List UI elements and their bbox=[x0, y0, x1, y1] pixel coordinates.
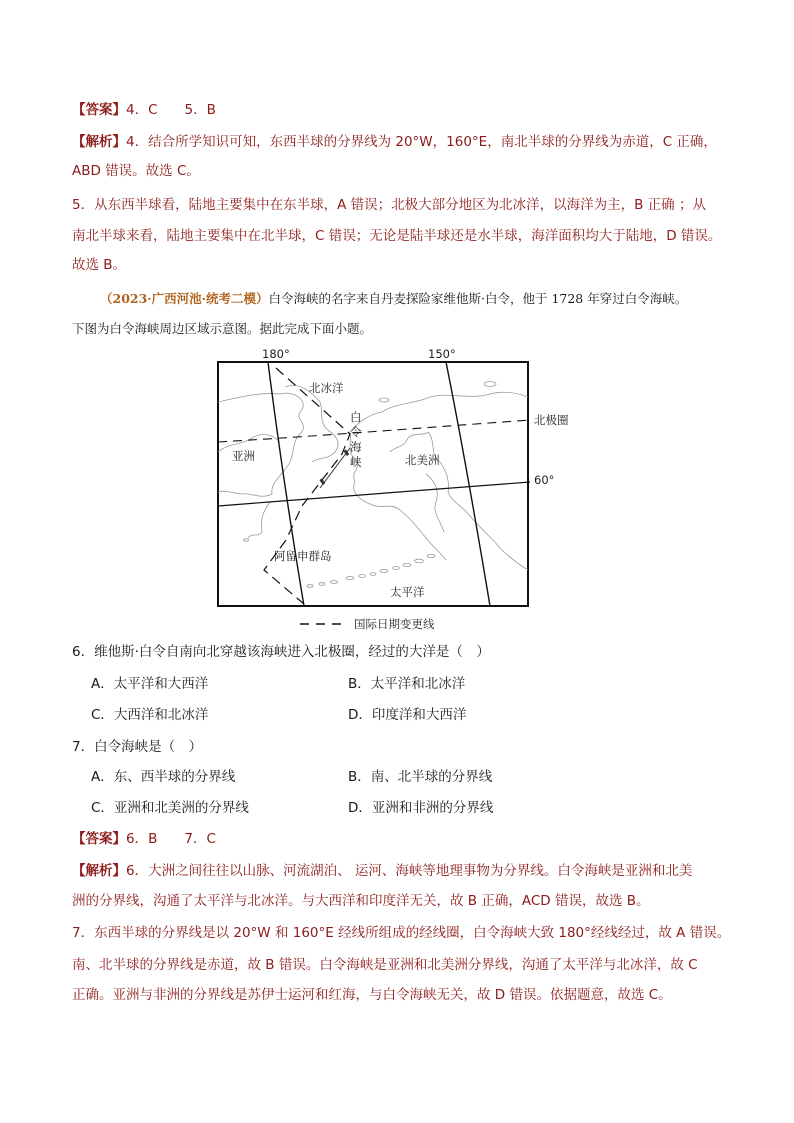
analysis-line: 南北半球来看，陆地主要集中在北半球，C 错误；无论是陆半球还是水半球，海洋面积均大于陆地，D 错误。 bbox=[72, 228, 722, 244]
analysis-tag: 【解析】 bbox=[72, 863, 126, 879]
question-intro-line-1: （2023·广西河池·统考二模）白令海峡的名字来自丹麦探险家维他斯·白令，他于 1728 年穿过白令海峡。 bbox=[100, 291, 688, 306]
q7-option-c[interactable]: C．亚洲和北美洲的分界线 bbox=[91, 800, 249, 816]
question-intro-line-2: 下图为白令海峡周边区域示意图。据此完成下面小题。 bbox=[72, 321, 373, 336]
label-180: 180° bbox=[262, 347, 290, 361]
analysis-line: 洲的分界线，沟通了太平洋与北冰洋。与大西洋和印度洋无关，故 B 正确，ACD 错误，故选 B。 bbox=[72, 893, 650, 909]
q6-option-d[interactable]: D．印度洋和大西洋 bbox=[348, 707, 467, 723]
answer-text: 6．B 7．C bbox=[126, 831, 216, 847]
analysis-line: 【解析】4．结合所学知识可知，东西半球的分界线为 20°W，160°E，南北半球的分界线为赤道，C 正确， bbox=[72, 134, 717, 150]
answer-tag: 【答案】 bbox=[72, 831, 126, 847]
label-arctic-circle: 北极圈 bbox=[534, 413, 569, 427]
analysis-line: 南、北半球的分界线是赤道，故 B 错误。白令海峡是亚洲和北美洲分界线，沟通了太平洋与北冰洋，故 C bbox=[72, 957, 698, 973]
label-strait-2: 令 bbox=[350, 425, 362, 439]
q7-option-b[interactable]: B．南、北半球的分界线 bbox=[348, 769, 493, 785]
label-pacific: 太平洋 bbox=[390, 585, 425, 599]
label-strait-3: 海 bbox=[350, 440, 362, 454]
question-7-stem: 7．白令海峡是（ ） bbox=[72, 739, 203, 755]
label-aleutian: 阿留申群岛 bbox=[274, 549, 332, 563]
answer-text: 4．C 5．B bbox=[126, 102, 216, 118]
answer-line-1 bbox=[72, 100, 722, 120]
label-strait-4: 峡 bbox=[350, 455, 362, 469]
analysis-line: ABD 错误。故选 C。 bbox=[72, 163, 200, 179]
legend-label: 国际日期变更线 bbox=[354, 617, 435, 631]
q7-option-a[interactable]: A．东、西半球的分界线 bbox=[91, 769, 236, 785]
question-6-stem: 6．维他斯·白令自南向北穿越该海峡进入北极圈，经过的大洋是（ ） bbox=[72, 644, 490, 660]
analysis-line: 5．从东西半球看，陆地主要集中在东半球，A 错误；北极大部分地区为北冰洋，以海洋为主，B 正确 ；从 bbox=[72, 197, 706, 213]
label-north-america: 北美洲 bbox=[405, 453, 440, 467]
q6-option-b[interactable]: B．太平洋和北冰洋 bbox=[348, 676, 466, 692]
q6-option-a[interactable]: A．太平洋和大西洋 bbox=[91, 676, 209, 692]
analysis-line: 正确。亚洲与非洲的分界线是苏伊士运河和红海，与白令海峡无关，故 D 错误。依据题意，故选 C。 bbox=[72, 987, 672, 1003]
label-arctic-ocean: 北冰洋 bbox=[309, 381, 344, 395]
question-source: （2023·广西河池·统考二模） bbox=[100, 291, 269, 306]
answer-tag: 【答案】 bbox=[72, 102, 126, 118]
label-150: 150° bbox=[428, 347, 456, 361]
analysis-line: 故选 B。 bbox=[72, 257, 127, 273]
q7-option-d[interactable]: D．亚洲和非洲的分界线 bbox=[348, 800, 494, 816]
analysis-line: 7．东西半球的分界线是以 20°W 和 160°E 经线所组成的经线圈，白令海峡大致 180°经线经过，故 A 错误。 bbox=[72, 925, 731, 941]
label-strait-1: 白 bbox=[350, 410, 362, 424]
analysis-tag: 【解析】 bbox=[72, 134, 126, 150]
label-asia: 亚洲 bbox=[232, 449, 255, 463]
analysis-line: 【解析】6．大洲之间往往以山脉、河流湖泊、 运河、海峡等地理事物为分界线。白令海峡是亚洲和北美 bbox=[72, 863, 693, 879]
answer-line-2 bbox=[72, 829, 722, 849]
bering-strait-map bbox=[200, 342, 600, 638]
label-60: 60° bbox=[534, 473, 555, 487]
q6-option-c[interactable]: C．大西洋和北冰洋 bbox=[91, 707, 209, 723]
